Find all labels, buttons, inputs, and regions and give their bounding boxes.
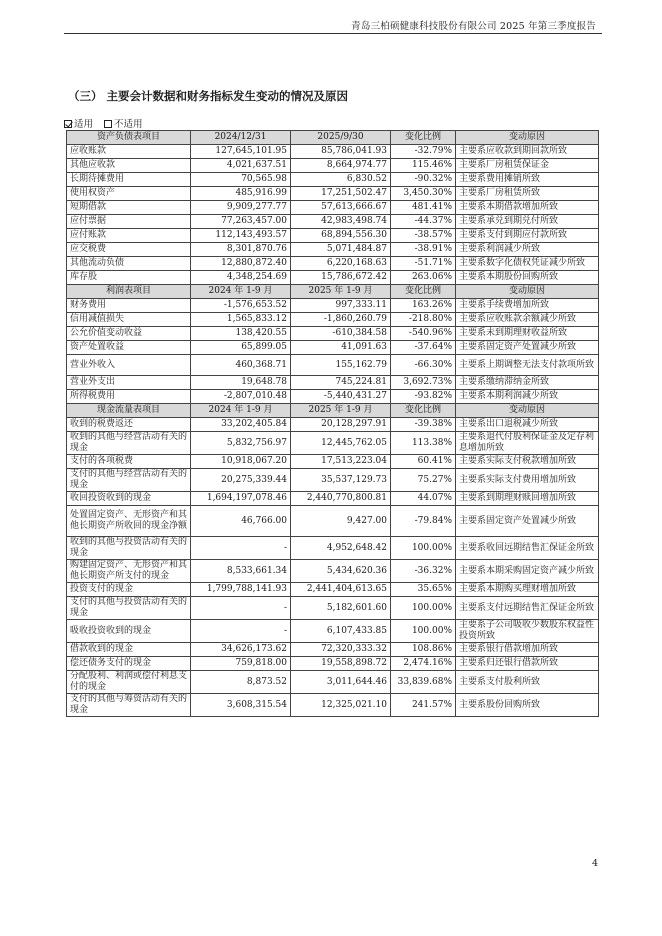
table-row xyxy=(67,657,599,671)
current-value-cell: 35,537,129.73 xyxy=(291,469,391,492)
change-ratio-cell: 35.65% xyxy=(391,583,456,597)
prior-value-cell: 10,918,067.20 xyxy=(191,455,291,469)
change-ratio-cell: 263.06% xyxy=(391,271,456,285)
prior-value-cell: 65,899.05 xyxy=(191,341,291,355)
prior-value-cell: 1,694,197,078.46 xyxy=(191,492,291,506)
item-cell: 支付的其他与筹资活动有关的现金 xyxy=(67,694,191,717)
prior-value-cell: 70,565.98 xyxy=(191,173,291,187)
item-cell: 收到的其他与投资活动有关的现金 xyxy=(67,537,191,560)
table-row xyxy=(67,355,599,376)
reason-cell: 主要系实际支付税款增加所致 xyxy=(456,455,599,469)
reason-cell: 主要系实际支付费用增加所致 xyxy=(456,469,599,492)
reason-cell: 主要系到期理财赎回增加所致 xyxy=(456,492,599,506)
prior-value-cell: 20,275,339.44 xyxy=(191,469,291,492)
column-header: 资产负债表项目 xyxy=(67,131,191,145)
reason-cell: 主要系归还银行借款所致 xyxy=(456,657,599,671)
column-header: 变化比例 xyxy=(391,404,456,418)
column-header: 变化比例 xyxy=(391,285,456,299)
change-ratio-cell: 100.00% xyxy=(391,597,456,620)
item-cell: 收到的其他与经营活动有关的现金 xyxy=(67,432,191,455)
current-value-cell: 17,251,502.47 xyxy=(291,187,391,201)
change-ratio-cell: 481.41% xyxy=(391,201,456,215)
reason-cell: 主要系银行借款增加所致 xyxy=(456,643,599,657)
table-row xyxy=(67,313,599,327)
current-value-cell: 20,128,297.91 xyxy=(291,418,391,432)
current-value-cell: 12,325,021.10 xyxy=(291,694,391,717)
current-value-cell: 2,441,404,613.65 xyxy=(291,583,391,597)
current-value-cell: 72,320,333.32 xyxy=(291,643,391,657)
table-row xyxy=(67,469,599,492)
table-row xyxy=(67,376,599,390)
prior-value-cell: -2,807,010.48 xyxy=(191,390,291,404)
item-cell: 长期待摊费用 xyxy=(67,173,191,187)
change-ratio-cell: -44.37% xyxy=(391,215,456,229)
change-ratio-cell: 75.27% xyxy=(391,469,456,492)
table-row xyxy=(67,257,599,271)
applicability-options xyxy=(64,116,151,130)
table-row xyxy=(67,432,599,455)
table-row xyxy=(67,145,599,159)
prior-value-cell: 460,368.71 xyxy=(191,355,291,376)
header-rule xyxy=(64,33,602,34)
column-header: 变动原因 xyxy=(456,404,599,418)
prior-value-cell: 3,608,315.54 xyxy=(191,694,291,717)
table-row xyxy=(67,597,599,620)
report-header: 青岛三柏硕健康科技股份有限公司 2025 年第三季度报告 xyxy=(351,21,596,32)
change-ratio-cell: 60.41% xyxy=(391,455,456,469)
cashflow-header-row xyxy=(67,404,599,418)
reason-cell: 主要系承兑到期兑付所致 xyxy=(456,215,599,229)
reason-cell: 主要系未到期理财收益所致 xyxy=(456,327,599,341)
change-ratio-cell: 241.57% xyxy=(391,694,456,717)
table-row xyxy=(67,455,599,469)
applicable-label: 适用 xyxy=(74,119,94,130)
not-applicable-option xyxy=(104,119,143,130)
column-header: 2025/9/30 xyxy=(291,131,391,145)
prior-value-cell: 759,818.00 xyxy=(191,657,291,671)
item-cell: 分配股利、利润或偿付利息支付的现金 xyxy=(67,671,191,694)
change-ratio-cell: -51.71% xyxy=(391,257,456,271)
table-row xyxy=(67,299,599,313)
change-ratio-cell: -36.32% xyxy=(391,560,456,583)
reason-cell: 主要系厂房租赁所致 xyxy=(456,187,599,201)
table-row xyxy=(67,583,599,597)
table-row xyxy=(67,187,599,201)
item-cell: 信用减值损失 xyxy=(67,313,191,327)
prior-value-cell: - xyxy=(191,620,291,643)
applicable-option xyxy=(64,119,96,130)
item-cell: 库存股 xyxy=(67,271,191,285)
prior-value-cell: 9,909,277.77 xyxy=(191,201,291,215)
change-ratio-cell: -93.82% xyxy=(391,390,456,404)
reason-cell: 主要系上期调整无法支付款项所致 xyxy=(456,355,599,376)
item-cell: 处置固定资产、无形资产和其他长期资产所收回的现金净额 xyxy=(67,506,191,537)
current-value-cell: -610,384.58 xyxy=(291,327,391,341)
current-value-cell: 85,786,041.93 xyxy=(291,145,391,159)
item-cell: 应收账款 xyxy=(67,145,191,159)
prior-value-cell: 33,202,405.84 xyxy=(191,418,291,432)
prior-value-cell: 8,533,661.34 xyxy=(191,560,291,583)
reason-cell: 主要系子公司吸收少数股东权益性投资所致 xyxy=(456,620,599,643)
current-value-cell: 12,445,762.05 xyxy=(291,432,391,455)
balance-header-row xyxy=(67,131,599,145)
income-header-row xyxy=(67,285,599,299)
current-value-cell: 9,427.00 xyxy=(291,506,391,537)
table-row xyxy=(67,492,599,506)
item-cell: 支付的各项税费 xyxy=(67,455,191,469)
reason-cell: 主要系收回远期结售汇保证金所致 xyxy=(456,537,599,560)
checked-box-icon xyxy=(64,120,72,128)
reason-cell: 主要系股份回购所致 xyxy=(456,694,599,717)
change-ratio-cell: 3,692.73% xyxy=(391,376,456,390)
change-ratio-cell: 163.26% xyxy=(391,299,456,313)
item-cell: 所得税费用 xyxy=(67,390,191,404)
item-cell: 支付的其他与经营活动有关的现金 xyxy=(67,469,191,492)
current-value-cell: 17,513,223.04 xyxy=(291,455,391,469)
reason-cell: 主要系厂房租赁保证金 xyxy=(456,159,599,173)
change-ratio-cell: -218.80% xyxy=(391,313,456,327)
reason-cell: 主要系本期采购固定资产减少所致 xyxy=(456,560,599,583)
page-number: 4 xyxy=(591,858,598,869)
table-row xyxy=(67,506,599,537)
item-cell: 应交税费 xyxy=(67,243,191,257)
item-cell: 投资支付的现金 xyxy=(67,583,191,597)
item-cell: 支付的其他与投资活动有关的现金 xyxy=(67,597,191,620)
change-ratio-cell: 115.46% xyxy=(391,159,456,173)
change-ratio-cell: 108.86% xyxy=(391,643,456,657)
change-ratio-cell: 2,474.16% xyxy=(391,657,456,671)
table-row xyxy=(67,537,599,560)
table-row xyxy=(67,671,599,694)
column-header: 2025 年 1-9 月 xyxy=(291,285,391,299)
change-ratio-cell: -79.84% xyxy=(391,506,456,537)
current-value-cell: 997,333.11 xyxy=(291,299,391,313)
table-row xyxy=(67,341,599,355)
change-ratio-cell: 100.00% xyxy=(391,537,456,560)
change-ratio-cell: 100.00% xyxy=(391,620,456,643)
change-ratio-cell: -39.38% xyxy=(391,418,456,432)
change-ratio-cell: -32.79% xyxy=(391,145,456,159)
current-value-cell: 5,182,601.60 xyxy=(291,597,391,620)
current-value-cell: 5,071,484.87 xyxy=(291,243,391,257)
reason-cell: 主要系固定资产处置减少所致 xyxy=(456,506,599,537)
item-cell: 使用权资产 xyxy=(67,187,191,201)
table-row xyxy=(67,643,599,657)
current-value-cell: 2,440,770,800.81 xyxy=(291,492,391,506)
prior-value-cell: 4,021,637.51 xyxy=(191,159,291,173)
change-ratio-cell: 33,839.68% xyxy=(391,671,456,694)
table-row xyxy=(67,418,599,432)
change-ratio-cell: 3,450.30% xyxy=(391,187,456,201)
item-cell: 其他流动负债 xyxy=(67,257,191,271)
not-applicable-label: 不适用 xyxy=(114,119,143,130)
current-value-cell: 6,220,168.63 xyxy=(291,257,391,271)
column-header: 变化比例 xyxy=(391,131,456,145)
column-header: 变动原因 xyxy=(456,131,599,145)
table-row xyxy=(67,327,599,341)
reason-cell: 主要系数字化债权凭证减少所致 xyxy=(456,257,599,271)
item-cell: 短期借款 xyxy=(67,201,191,215)
item-cell: 收回投资收到的现金 xyxy=(67,492,191,506)
item-cell: 营业外收入 xyxy=(67,355,191,376)
table-row xyxy=(67,215,599,229)
reason-cell: 主要系支付远期结售汇保证金所致 xyxy=(456,597,599,620)
reason-cell: 主要系利润减少所致 xyxy=(456,243,599,257)
current-value-cell: 6,830.52 xyxy=(291,173,391,187)
current-value-cell: 57,613,666.67 xyxy=(291,201,391,215)
prior-value-cell: 34,626,173.62 xyxy=(191,643,291,657)
column-header: 2025 年 1-9 月 xyxy=(291,404,391,418)
prior-value-cell: - xyxy=(191,597,291,620)
prior-value-cell: 46,766.00 xyxy=(191,506,291,537)
current-value-cell: 42,983,498.74 xyxy=(291,215,391,229)
prior-value-cell: 8,301,870.76 xyxy=(191,243,291,257)
prior-value-cell: 8,873.52 xyxy=(191,671,291,694)
current-value-cell: -5,440,431.27 xyxy=(291,390,391,404)
item-cell: 借款收到的现金 xyxy=(67,643,191,657)
table-row xyxy=(67,159,599,173)
financial-changes-table xyxy=(66,130,599,717)
table-row xyxy=(67,243,599,257)
reason-cell: 主要系费用摊销所致 xyxy=(456,173,599,187)
current-value-cell: 15,786,672.42 xyxy=(291,271,391,285)
item-cell: 营业外支出 xyxy=(67,376,191,390)
reason-cell: 主要系应收账款余额减少所致 xyxy=(456,313,599,327)
prior-value-cell: 1,799,788,141.93 xyxy=(191,583,291,597)
prior-value-cell: 127,645,101.95 xyxy=(191,145,291,159)
item-cell: 吸收投资收到的现金 xyxy=(67,620,191,643)
prior-value-cell: - xyxy=(191,537,291,560)
prior-value-cell: 77,263,457.00 xyxy=(191,215,291,229)
current-value-cell: -1,860,260.79 xyxy=(291,313,391,327)
current-value-cell: 155,162.79 xyxy=(291,355,391,376)
table-row xyxy=(67,560,599,583)
reason-cell: 主要系支付到期应付款所致 xyxy=(456,229,599,243)
prior-value-cell: 12,880,872.40 xyxy=(191,257,291,271)
change-ratio-cell: -540.96% xyxy=(391,327,456,341)
prior-value-cell: 112,143,493.57 xyxy=(191,229,291,243)
reason-cell: 主要系缴纳滞纳金所致 xyxy=(456,376,599,390)
current-value-cell: 8,664,974.77 xyxy=(291,159,391,173)
column-header: 利润表项目 xyxy=(67,285,191,299)
current-value-cell: 68,894,556.30 xyxy=(291,229,391,243)
table-row xyxy=(67,694,599,717)
column-header: 2024 年 1-9 月 xyxy=(191,404,291,418)
current-value-cell: 5,434,620.36 xyxy=(291,560,391,583)
table-row xyxy=(67,229,599,243)
change-ratio-cell: -38.91% xyxy=(391,243,456,257)
change-ratio-cell: -66.30% xyxy=(391,355,456,376)
reason-cell: 主要系本期股份回购所致 xyxy=(456,271,599,285)
current-value-cell: 4,952,648.42 xyxy=(291,537,391,560)
current-value-cell: 745,224.81 xyxy=(291,376,391,390)
reason-cell: 主要系应收款到期回款所致 xyxy=(456,145,599,159)
table-row xyxy=(67,390,599,404)
reason-cell: 主要系手续费增加所致 xyxy=(456,299,599,313)
item-cell: 其他应收款 xyxy=(67,159,191,173)
prior-value-cell: 138,420.55 xyxy=(191,327,291,341)
table-row xyxy=(67,271,599,285)
reason-cell: 主要系本期购买理财增加所致 xyxy=(456,583,599,597)
item-cell: 财务费用 xyxy=(67,299,191,313)
reason-cell: 主要系退代付股利保证金及定存利息增加所致 xyxy=(456,432,599,455)
item-cell: 应付账款 xyxy=(67,229,191,243)
prior-value-cell: 485,916.99 xyxy=(191,187,291,201)
section-title: （三） 主要会计数据和财务指标发生变动的情况及原因 xyxy=(68,89,349,103)
prior-value-cell: 1,565,833.12 xyxy=(191,313,291,327)
prior-value-cell: 19,648.78 xyxy=(191,376,291,390)
change-ratio-cell: -37.64% xyxy=(391,341,456,355)
prior-value-cell: -1,576,653.52 xyxy=(191,299,291,313)
reason-cell: 主要系支付股利所致 xyxy=(456,671,599,694)
item-cell: 应付票据 xyxy=(67,215,191,229)
prior-value-cell: 5,832,756.97 xyxy=(191,432,291,455)
change-ratio-cell: -90.32% xyxy=(391,173,456,187)
item-cell: 资产处置收益 xyxy=(67,341,191,355)
change-ratio-cell: 44.07% xyxy=(391,492,456,506)
unchecked-box-icon xyxy=(104,120,112,128)
reason-cell: 主要系本期利润减少所致 xyxy=(456,390,599,404)
table-row xyxy=(67,201,599,215)
item-cell: 购建固定资产、无形资产和其他长期资产所支付的现金 xyxy=(67,560,191,583)
table-row xyxy=(67,620,599,643)
column-header: 变动原因 xyxy=(456,285,599,299)
current-value-cell: 19,558,898.72 xyxy=(291,657,391,671)
current-value-cell: 6,107,433.85 xyxy=(291,620,391,643)
current-value-cell: 41,091.63 xyxy=(291,341,391,355)
item-cell: 收到的税费返还 xyxy=(67,418,191,432)
change-ratio-cell: -38.57% xyxy=(391,229,456,243)
table-row xyxy=(67,173,599,187)
item-cell: 公允价值变动收益 xyxy=(67,327,191,341)
prior-value-cell: 4,348,254.69 xyxy=(191,271,291,285)
current-value-cell: 3,011,644.46 xyxy=(291,671,391,694)
reason-cell: 主要系出口退税减少所致 xyxy=(456,418,599,432)
column-header: 2024 年 1-9 月 xyxy=(191,285,291,299)
change-ratio-cell: 113.38% xyxy=(391,432,456,455)
reason-cell: 主要系本期借款增加所致 xyxy=(456,201,599,215)
item-cell: 偿还债务支付的现金 xyxy=(67,657,191,671)
column-header: 现金流量表项目 xyxy=(67,404,191,418)
column-header: 2024/12/31 xyxy=(191,131,291,145)
reason-cell: 主要系固定资产处置减少所致 xyxy=(456,341,599,355)
